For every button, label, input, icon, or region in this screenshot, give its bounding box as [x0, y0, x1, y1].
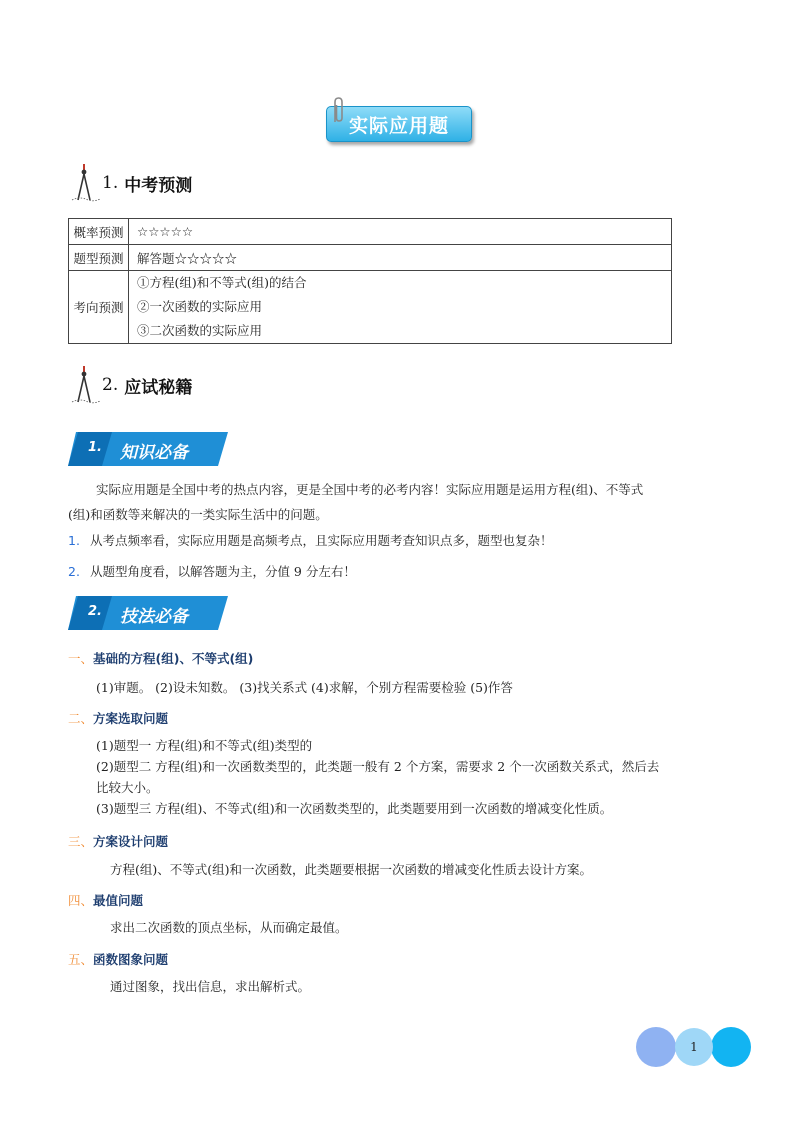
list-item: [68, 562, 356, 580]
method-text: 求出二次函数的顶点坐标，从而确定最值。: [110, 920, 348, 935]
list-number: 1.: [68, 533, 80, 548]
table-row: [69, 219, 672, 245]
method-mark: 五、: [68, 952, 94, 967]
section-number: 2.: [102, 375, 119, 395]
compass-icon: [68, 162, 102, 204]
method-text: (1)题型一 方程(组)和不等式(组)类型的: [96, 738, 313, 753]
table-cell-label: 考向预测: [69, 271, 129, 344]
table-cell-value: ☆☆☆☆☆: [129, 219, 672, 245]
method-text: (2)题型二 方程(组)和一次函数类型的，此类题一般有 2 个方案，需要求 2 个一次函数关系式，然后去: [96, 759, 660, 774]
method-title: 最值问题: [93, 893, 144, 908]
page-decor-circle: [636, 1027, 676, 1067]
page-decor-circle: [711, 1027, 751, 1067]
method-title: 函数图象问题: [93, 952, 169, 967]
table-cell-value: 解答题☆☆☆☆☆: [129, 245, 672, 271]
forecast-table: [68, 218, 672, 344]
method-heading: [68, 709, 168, 727]
page-title: 实际应用题: [348, 114, 449, 137]
list-text: 从题型角度看，以解答题为主，分值 9 分左右！: [89, 564, 356, 579]
focus-item: ②一次函数的实际应用: [137, 299, 263, 314]
method-heading: [68, 832, 168, 850]
page-number-text: 1: [690, 1040, 698, 1054]
method-title: 方案设计问题: [93, 834, 169, 849]
method-heading: [68, 649, 253, 667]
banner-title: 知识必备: [120, 443, 188, 463]
method-text: 方程(组)、不等式(组)和一次函数，此类题要根据一次函数的增减变化性质去设计方案。: [110, 862, 593, 877]
banner-number: 1.: [88, 440, 102, 455]
method-text-block: [96, 735, 659, 819]
table-cell-label: 概率预测: [69, 219, 129, 245]
banner-methods: [68, 596, 228, 634]
section-title: 中考预测: [124, 175, 193, 196]
table-cell-label: 题型预测: [69, 245, 129, 271]
focus-item: ③二次函数的实际应用: [137, 323, 263, 338]
table-cell-value: [129, 271, 672, 344]
table-row: [69, 245, 672, 271]
method-heading: [68, 891, 143, 909]
method-heading: [68, 950, 168, 968]
paperclip-icon: [330, 96, 346, 124]
banner-number: 2.: [88, 604, 102, 619]
method-mark: 一、: [68, 651, 94, 666]
paragraph-line: (组)和函数等来解决的一类实际生活中的问题。: [68, 507, 328, 522]
method-title: 基础的方程(组)、不等式(组): [93, 651, 254, 666]
focus-item: ①方程(组)和不等式(组)的结合: [137, 275, 307, 290]
list-item: [68, 531, 552, 549]
list-text: 从考点频率看，实际应用题是高频考点，且实际应用题考查知识点多，题型也复杂！: [89, 533, 553, 548]
method-title: 方案选取问题: [93, 711, 169, 726]
section-title: 应试秘籍: [124, 377, 193, 398]
method-text: (3)题型三 方程(组)、不等式(组)和一次函数类型的，此类题要用到一次函数的增减变化性质。: [96, 801, 613, 816]
banner-knowledge: [68, 432, 228, 470]
method-text: (1)审题。 (2)设未知数。 (3)找关系式 (4)求解，个别方程需要检验 (5)作答: [96, 680, 513, 695]
method-text: 通过图象，找出信息，求出解析式。: [110, 979, 311, 994]
banner-title: 技法必备: [120, 607, 188, 627]
method-mark: 二、: [68, 711, 94, 726]
compass-icon: [68, 364, 102, 406]
knowledge-intro: [68, 477, 728, 527]
table-row: [69, 271, 672, 344]
section-heading-forecast: [68, 162, 192, 204]
method-mark: 三、: [68, 834, 94, 849]
page-title-badge: [326, 106, 472, 142]
page-number: [675, 1028, 713, 1066]
method-text: 比较大小。: [96, 780, 159, 795]
paragraph-line: 实际应用题是全国中考的热点内容，更是全国中考的必考内容！实际应用题是运用方程(组)、不等式: [96, 482, 644, 497]
method-mark: 四、: [68, 893, 94, 908]
section-heading-tips: [68, 364, 192, 406]
section-number: 1.: [102, 173, 119, 193]
list-number: 2.: [68, 564, 80, 579]
